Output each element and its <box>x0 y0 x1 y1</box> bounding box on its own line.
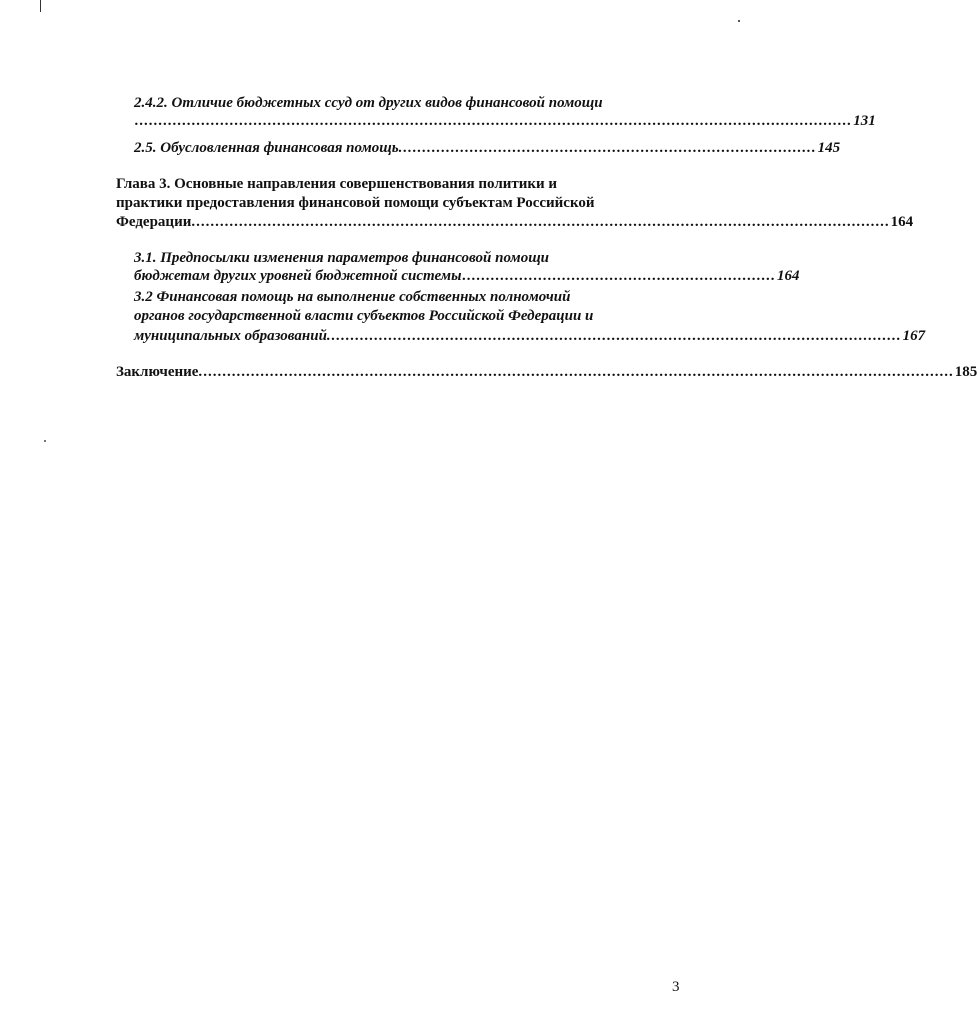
toc-entry-3-1-title-end: бюджетам других уровней бюджетной системы <box>134 268 462 284</box>
toc-entry-3-2-page: 167 <box>902 328 926 344</box>
toc-entry-2-4-2-page: 131 <box>853 113 876 129</box>
toc-entry-3-2-line-2: органов государственной власти субъектов Российской Федерации и <box>134 308 594 324</box>
toc-entry-3-1-page: 164 <box>777 268 800 284</box>
scan-edge-mark <box>40 0 41 12</box>
dot-leader: .................................................................. <box>462 268 776 284</box>
toc-chapter-3-title-end: Федерации. <box>116 214 196 230</box>
toc-entry-2-4-2-title: 2.4.2. Отличие бюджетных ссуд от других видов финансовой помощи <box>134 95 603 111</box>
dot-leader: ....................................................................................................................................................... <box>135 113 853 129</box>
dot-leader: ........................................................................................................................ <box>331 328 902 344</box>
toc-entry-2-5-page: 145 <box>817 140 841 156</box>
toc-entry-3-2-title-end: муниципальных образований. <box>134 328 331 344</box>
dot-leader: .................................................................................................................................................. <box>196 214 890 230</box>
toc-chapter-3-line-2: практики предоставления финансовой помощи субъектам Российской <box>116 195 595 211</box>
toc-entry-2-4-2-leader <box>134 111 876 131</box>
toc-entry-3-1-line-1: 3.1. Предпосылки изменения параметров финансовой помощи <box>134 250 550 266</box>
toc-conclusion-page: 185 <box>954 364 977 380</box>
toc-entry-2-5 <box>134 138 841 158</box>
page-number: 3 <box>672 979 680 995</box>
toc-chapter-3-page: 164 <box>890 214 914 230</box>
scan-dust-mark <box>44 440 46 442</box>
toc-chapter-3-line-1: Глава 3. Основные направления совершенствования политики и <box>116 176 558 192</box>
toc-entry-3-1-line-2 <box>134 266 800 286</box>
scan-dust-mark <box>738 20 740 22</box>
toc-conclusion <box>116 362 977 382</box>
toc-entry-2-5-title: 2.5. Обусловленная финансовая помощь. <box>134 140 403 156</box>
toc-conclusion-title: Заключение. <box>116 364 203 380</box>
toc-entry-3-2-line-1: 3.2 Финансовая помощь на выполнение собственных полномочий <box>134 289 571 305</box>
dot-leader: .............................................................................................................................................................. <box>203 364 954 380</box>
dot-leader: ....................................................................................... <box>403 140 817 156</box>
toc-chapter-3-line-3 <box>116 212 914 232</box>
toc-entry-3-2-line-3 <box>134 326 926 346</box>
